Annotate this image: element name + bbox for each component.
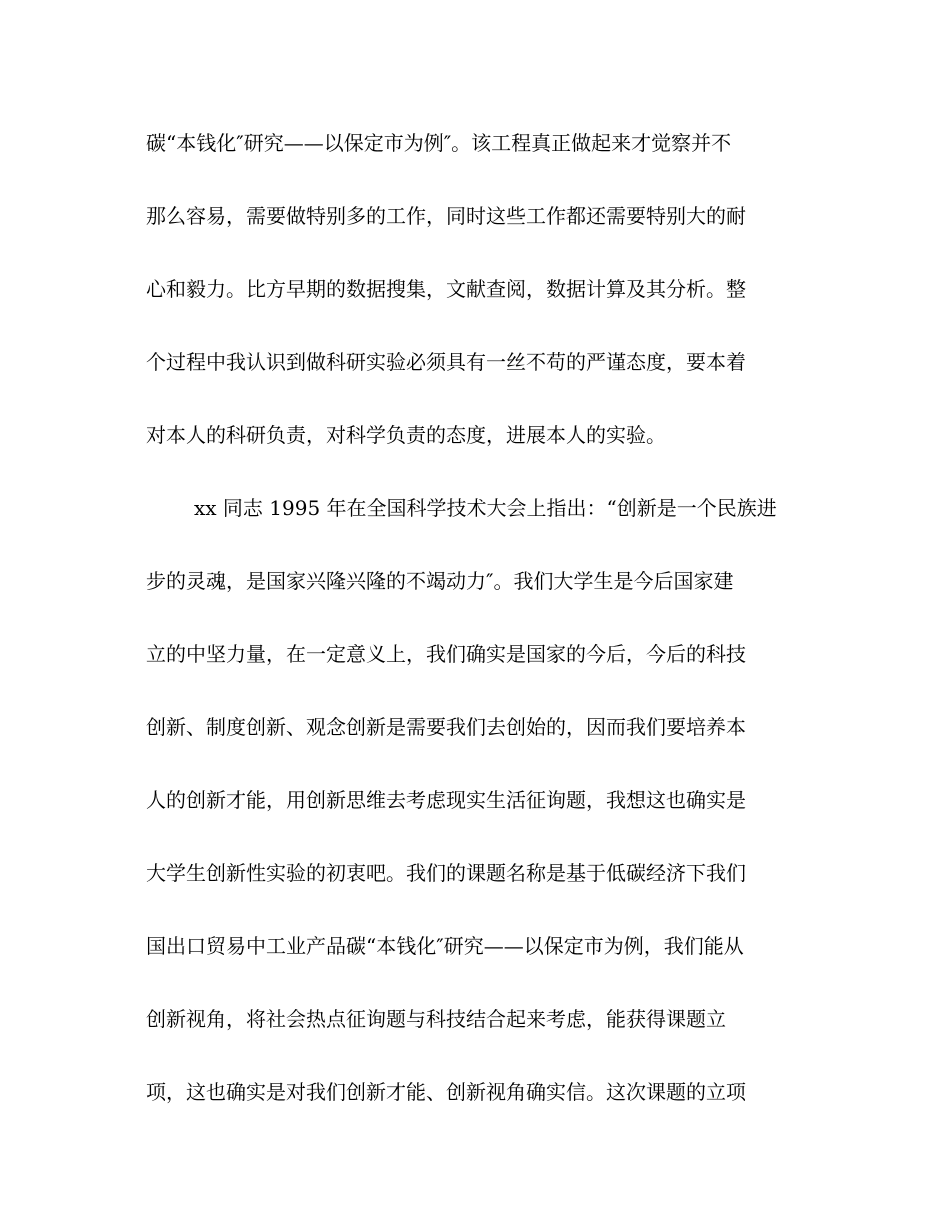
text-line-1: 碳“本钱化″研究——以保定市为例″。该工程真正做起来才觉察并不	[146, 131, 732, 155]
text-line-6: xx 同志 1995 年在全国科学技术大会上指出：“创新是一个民族进	[194, 496, 777, 520]
text-line-12: 国出口贸易中工业产品碳“本钱化″研究——以保定市为例，我们能从	[146, 934, 744, 958]
text-line-13: 创新视角，将社会热点征询题与科技结合起来考虑，能获得课题立	[146, 1007, 726, 1031]
text-line-5: 对本人的科研负责，对科学负责的态度，进展本人的实验。	[146, 423, 666, 447]
text-line-7: 步的灵魂，是国家兴隆兴隆的不竭动力″。我们大学生是今后国家建	[146, 569, 734, 593]
text-line-8: 立的中坚力量，在一定意义上，我们确实是国家的今后，今后的科技	[146, 642, 746, 666]
text-line-14: 项，这也确实是对我们创新才能、创新视角确实信。这次课题的立项	[146, 1080, 746, 1104]
text-line-9: 创新、制度创新、观念创新是需要我们去创始的，因而我们要培养本	[146, 715, 746, 739]
text-line-3: 心和毅力。比方早期的数据搜集，文献查阅，数据计算及其分析。整	[146, 277, 746, 301]
text-line-2: 那么容易，需要做特别多的工作，同时这些工作都还需要特别大的耐	[146, 204, 746, 228]
text-line-11: 大学生创新性实验的初衷吧。我们的课题名称是基于低碳经济下我们	[146, 861, 746, 885]
text-line-4: 个过程中我认识到做科研实验必须具有一丝不苟的严谨态度，要本着	[146, 350, 746, 374]
text-line-10: 人的创新才能，用创新思维去考虑现实生活征询题，我想这也确实是	[146, 788, 746, 812]
